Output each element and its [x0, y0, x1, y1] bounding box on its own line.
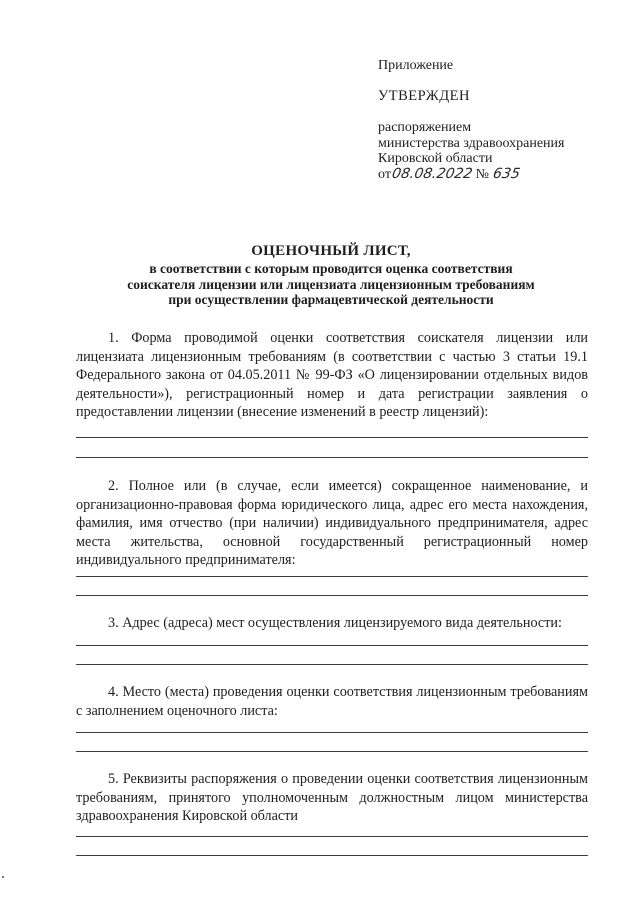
order-line-2: министерства здравоохранения [378, 135, 565, 151]
handwritten-number: 635 [492, 165, 522, 182]
approved-label: УТВЕРЖДЕН [378, 87, 470, 104]
scan-dot [2, 876, 4, 878]
section-2-blank-line-1 [76, 576, 588, 577]
section-4-blank-line-2 [76, 751, 588, 752]
title-line-2: в соответствии с которым проводится оценка соответствия [149, 261, 513, 276]
section-3-blank-line-1 [76, 645, 588, 646]
section-5-text: 5. Реквизиты распоряжения о проведении оценки соответствия лицензионным требованиям, принятого уполномоченным должностным лицом министерства здравоохранения Кировской области [76, 771, 588, 824]
section-2 [76, 477, 588, 570]
section-3 [76, 614, 588, 633]
section-5 [76, 770, 588, 826]
handwritten-date: 08.08.2022 [390, 165, 474, 182]
number-sign: № [475, 166, 489, 182]
section-5-blank-line-1 [76, 836, 588, 837]
section-1-blank-line-2 [76, 457, 588, 458]
section-1 [76, 329, 588, 422]
section-4-blank-line-1 [76, 732, 588, 733]
approval-stamp-block [378, 58, 618, 182]
title-main: ОЦЕНОЧНЫЙ ЛИСТ, [251, 243, 411, 259]
appendix-label: Приложение [378, 58, 454, 73]
section-4-text: 4. Место (места) проведения оценки соответствия лицензионным требованиям с заполнением оценочного листа: [76, 684, 588, 719]
section-1-text: 1. Форма проводимой оценки соответствия соискателя лицензии или лицензиата лицензионным требованиям (в соответствии с частью 3 статьи 19.1 Федерального закона от 04.05.2011 № 99-ФЗ «О лицензировании отдельных видов деятельности»), регистрационный номер и дата регистрации заявления о предоставлении лицензии (внесение изменений в реестр лицензий): [76, 330, 588, 420]
section-1-blank-line-1 [76, 437, 588, 438]
section-4 [76, 683, 588, 720]
title-line-4: при осуществлении фармацевтической деятельности [168, 292, 494, 307]
section-3-text: 3. Адрес (адреса) мест осуществления лицензируемого вида деятельности: [108, 615, 562, 631]
section-2-text: 2. Полное или (в случае, если имеется) сокращенное наименование, и организационно-правовая форма юридического лица, адрес его места нахождения, фамилия, имя отчество (при наличии) индивидуального предпринимателя, адрес места жительства, основной государственный регистрационный номер индивидуального предпринимателя: [76, 478, 588, 568]
order-line-3: Кировской области [378, 151, 493, 166]
section-5-blank-line-2 [76, 855, 588, 856]
section-3-blank-line-2 [76, 664, 588, 665]
title-line-3: соискателя лицензии или лицензиата лицензионным требованиям [127, 276, 535, 292]
from-prefix: от [378, 166, 391, 182]
document-title [74, 241, 588, 308]
section-2-blank-line-2 [76, 595, 588, 596]
order-date-line [378, 167, 618, 183]
order-line-1: распоряжением [378, 120, 472, 135]
